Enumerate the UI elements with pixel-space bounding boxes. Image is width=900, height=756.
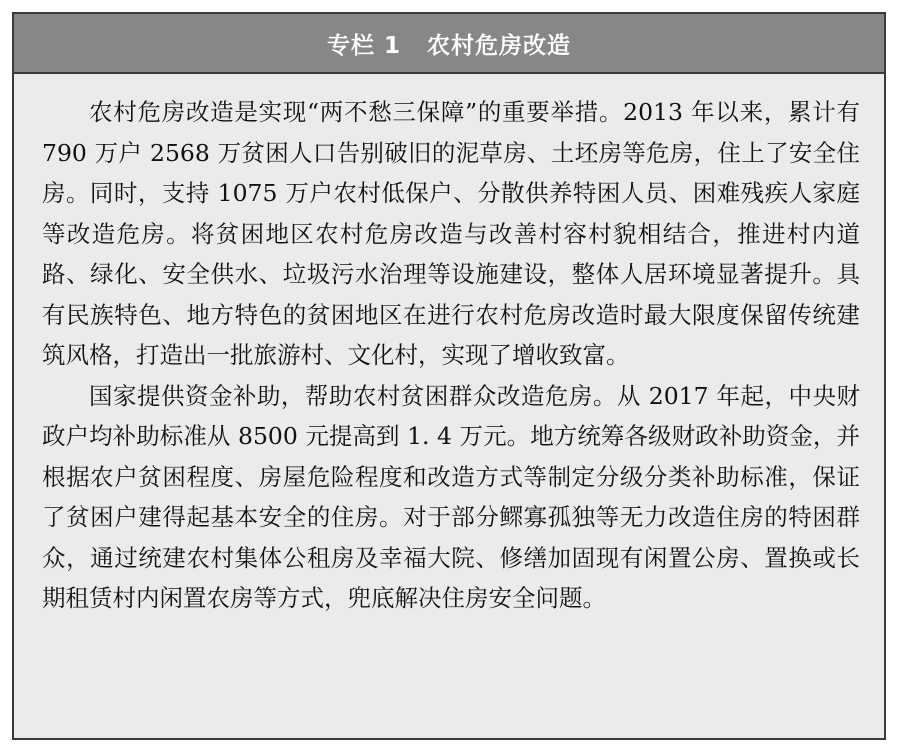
feature-box — [12, 12, 886, 740]
column-title: 农村危房改造 — [427, 32, 571, 59]
feature-box-heading — [327, 27, 571, 60]
paragraph-2: 国家提供资金补助，帮助农村贫困群众改造危房。从 2017 年起，中央财政户均补助标准从 8500 元提高到 1. 4 万元。地方统筹各级财政补助资金，并根据农户贫困程度、房屋危险程度和改造方式等制定分级分类补助标准，保证了贫困户建得起基本安全的住房。对于部分鳏寡孤独等无力改造住房的特困群众，通过统建农村集体公租房及幸福大院、修缮加固现有闲置公房、置换或长期租赁村内闲置农房等方式，兜底解决住房安全问题。 — [42, 381, 860, 612]
column-label: 专栏 1 — [326, 32, 401, 59]
feature-box-body — [14, 74, 884, 619]
feature-box-header — [14, 14, 884, 74]
paragraph-1: 农村危房改造是实现“两不愁三保障”的重要举措。2013 年以来，累计有 790 万户 2568 万贫困人口告别破旧的泥草房、土坯房等危房，住上了安全住房。同时，支持 1075 万户农村低保户、分散供养特困人员、困难残疾人家庭等改造危房。将贫困地区农村危房改造与改善村容村貌相结合，推进村内道路、绿化、安全供水、垃圾污水治理等设施建设，整体人居环境显著提升。具有民族特色、地方特色的贫困地区在进行农村危房改造时最大限度保留传统建筑风格，打造出一批旅游村、文化村，实现了增收致富。 — [42, 98, 860, 369]
